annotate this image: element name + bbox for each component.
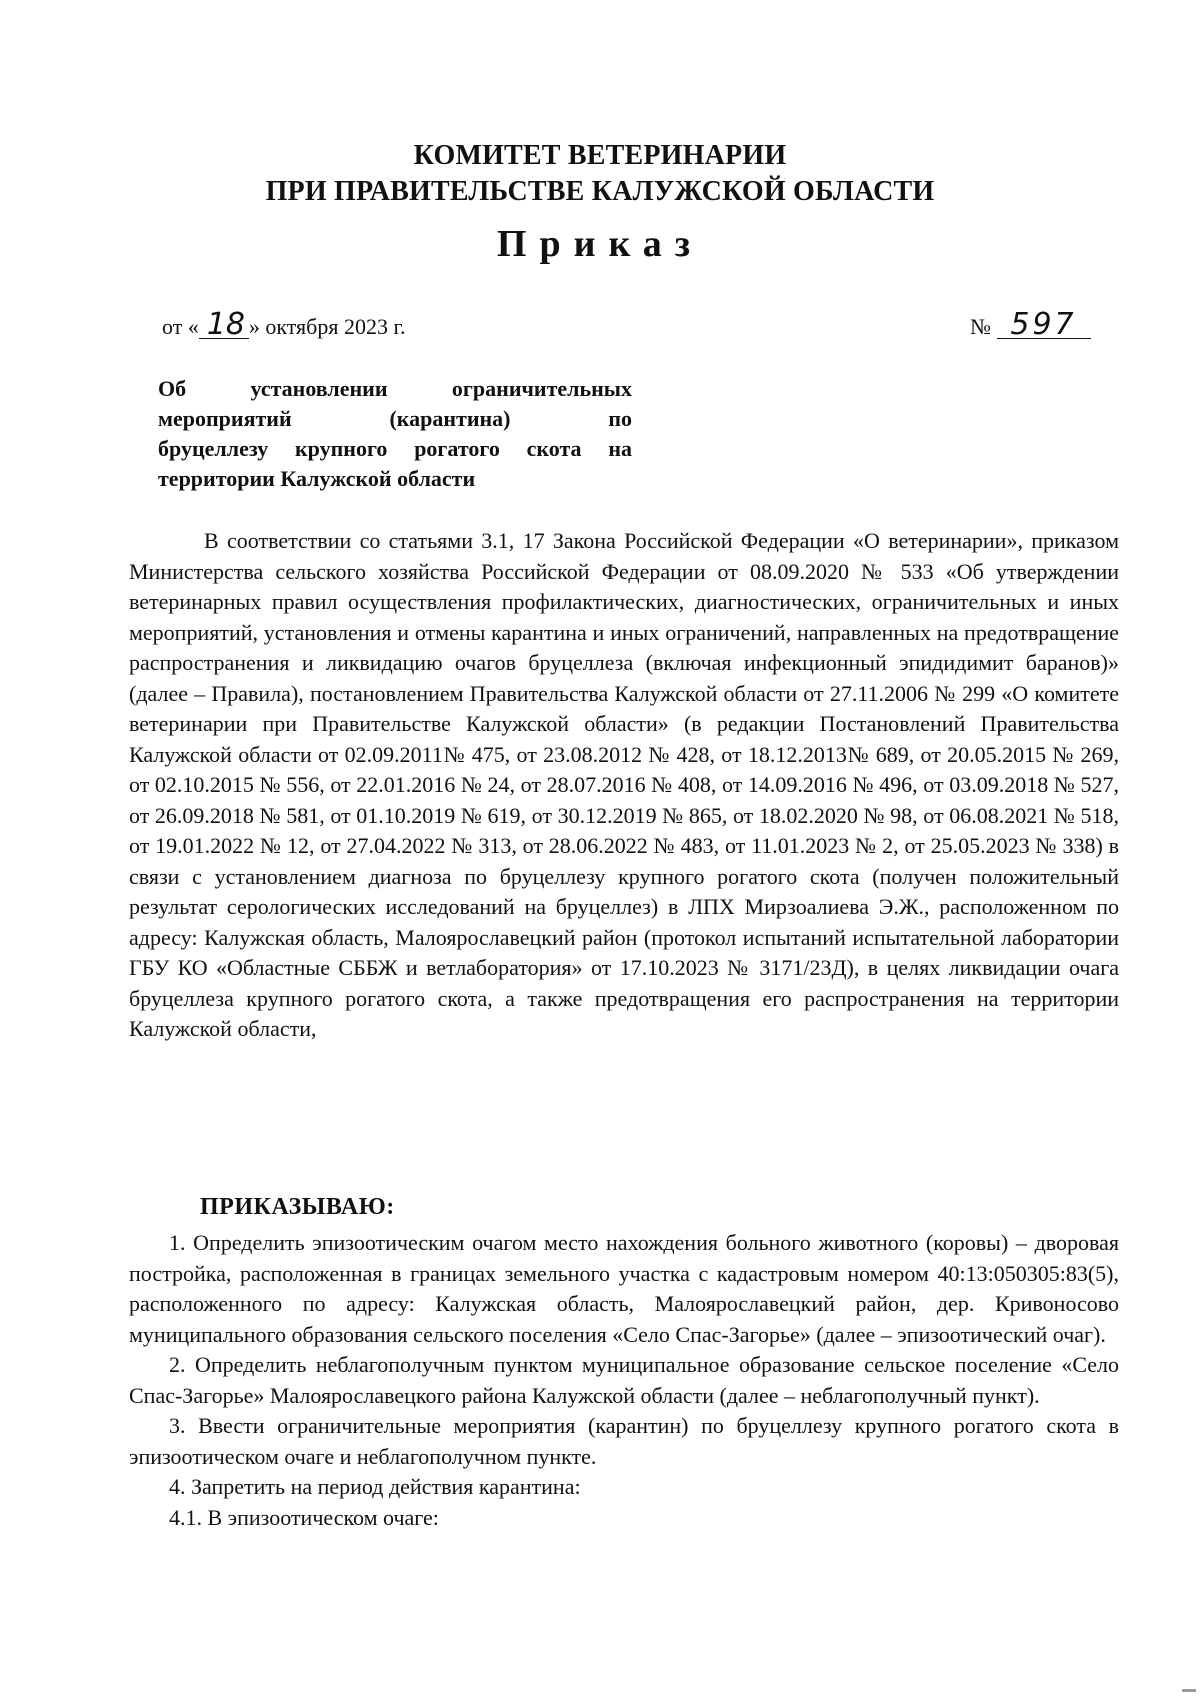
order-number (970, 307, 1091, 342)
date-suffix: » октября 2023 г. (248, 314, 406, 339)
subject-line: территории Калужской области (158, 466, 476, 491)
order-subject (158, 374, 632, 494)
subject-line: мероприятий (карантина) по (158, 406, 632, 431)
handwritten-day: 18 (199, 312, 249, 339)
order-item-1: 1. Определить эпизоотическим очагом место нахождения больного животного (коровы) – дворовая постройка, расположенная в границах земельного участка с кадастровым номером 40:13:050305:83(5), расположенного по адресу: Калужская область, Малоярославецкий район, дер. Кривоносово муниципального образования сельского поселения «Село Спас-Загорье» (далее – эпизоотический очаг). (129, 1230, 1119, 1347)
subject-line: Об установлении ограничительных (158, 376, 632, 401)
order-item-4-1: 4.1. В эпизоотическом очаге: (169, 1504, 439, 1530)
subject-line: бруцеллезу крупного рогатого скота на (158, 436, 632, 461)
preamble (129, 526, 1119, 1045)
order-date (162, 307, 406, 342)
order-item-2: 2. Определить неблагополучным пунктом муниципальное образование сельское поселение «Село Спас-Загорье» Малоярославецкого района Калужской области (далее – неблагополучный пункт). (129, 1352, 1119, 1408)
number-prefix: № (970, 314, 991, 339)
handwritten-number: 597 (997, 312, 1091, 339)
organization-name-line2: ПРИ ПРАВИТЕЛЬСТВЕ КАЛУЖСКОЙ ОБЛАСТИ (265, 176, 935, 207)
order-item-4: 4. Запретить на период действия карантина: (169, 1474, 581, 1499)
organization-name-line1: КОМИТЕТ ВЕТЕРИНАРИИ (413, 140, 787, 171)
document-type-title: Приказ (496, 223, 704, 265)
orders-heading: ПРИКАЗЫВАЮ: (200, 1194, 395, 1220)
orders-list (129, 1228, 1119, 1533)
order-item-3: 3. Ввести ограничительные мероприятия (карантин) по бруцеллезу крупного рогатого скота в эпизоотическом очаге и неблагополучном пункте. (129, 1413, 1119, 1469)
scan-edge-mark (1182, 1689, 1196, 1692)
preamble-paragraph: В соответствии со статьями 3.1, 17 Закона Российской Федерации «О ветеринарии», приказом Министерства сельского хозяйства Российской Федерации от 08.09.2020 № 533 «Об утверждении ветеринарных правил осуществления профилактических, диагностических, ограничительных и иных мероприятий, установления и отмены карантина и иных ограничений, направленных на предотвращение распространения и ликвидацию очагов бруцеллеза (включая инфекционный эпидидимит баранов)» (далее – Правила), постановлением Правительства Калужской области от 27.11.2006 № 299 «О комитете ветеринарии при Правительстве Калужской области» (в редакции Постановлений Правительства Калужской области от 02.09.2011№ 475, от 23.08.2012 № 428, от 18.12.2013№ 689, от 20.05.2015 № 269, от 02.10.2015 № 556, от 22.01.2016 № 24, от 28.07.2016 № 408, от 14.09.2016 № 496, от 03.09.2018 № 527, от 26.09.2018 № 581, от 01.10.2019 № 619, от 30.12.2019 № 865, от 18.02.2020 № 98, от 06.08.2021 № 518, от 19.01.2022 № 12, от 27.04.2022 № 313, от 28.06.2022 № 483, от 11.01.2023 № 2, от 25.05.2023 № 338) в связи с установлением диагноза по бруцеллезу крупного рогатого скота (получен положительный результат серологических исследований на бруцеллез) в ЛПХ Мирзоалиева Э.Ж., расположенном по адресу: Калужская область, Малоярославецкий район (протокол испытаний испытательной лаборатории ГБУ КО «Областные СББЖ и ветлаборатория» от 17.10.2023 № 3171/23Д), в целях ликвидации очага бруцеллеза крупного рогатого скота, а также предотвращения его распространения на территории Калужской области, (129, 528, 1119, 1041)
date-prefix: от « (162, 314, 199, 339)
